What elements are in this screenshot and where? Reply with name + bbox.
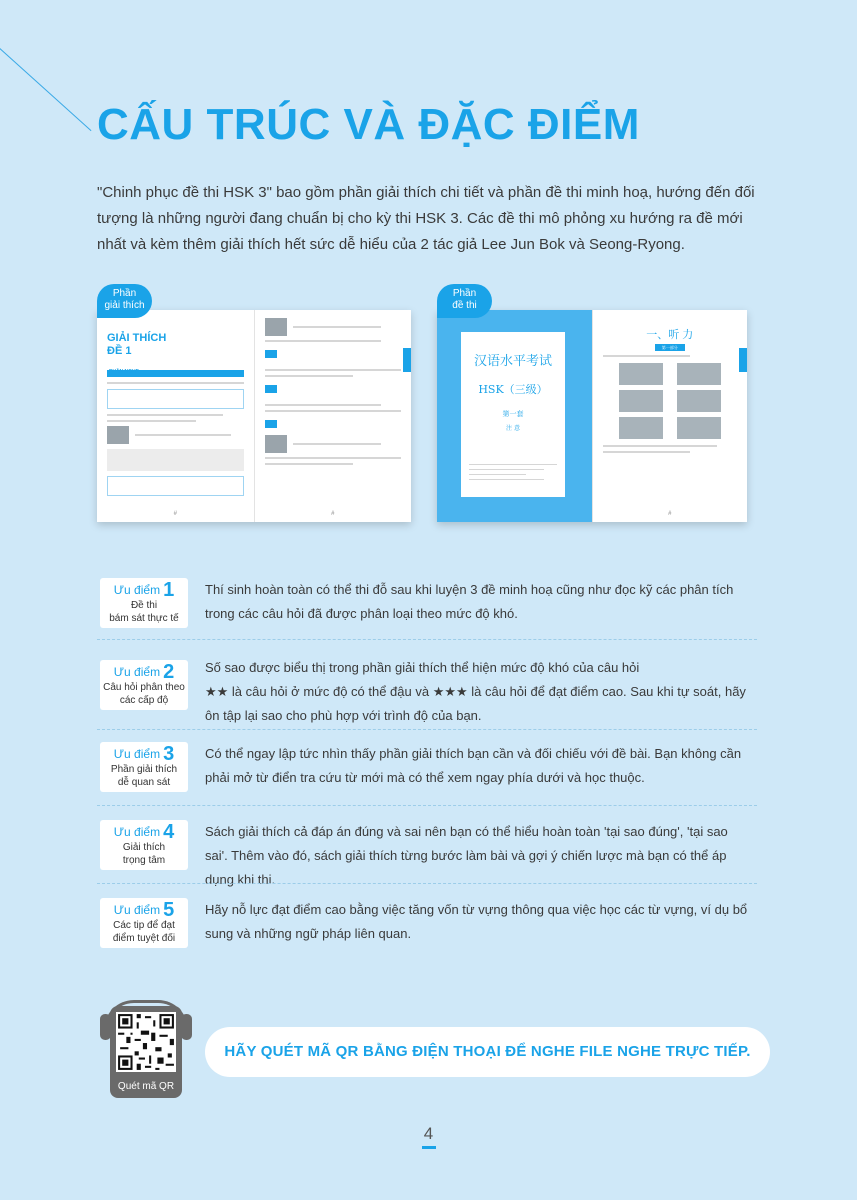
exam-preview	[437, 288, 747, 522]
feature-number: 1	[163, 579, 175, 601]
qr-banner: HÃY QUÉT MÃ QR BẰNG ĐIỆN THOẠI ĐỂ NGHE FILE NGHE TRỰC TIẾP.	[205, 1027, 770, 1077]
divider	[97, 883, 757, 884]
feature-text: Số sao được biểu thị trong phần giải thích thể hiện mức độ khó của câu hỏi ★★ là câu hỏi ở mức độ có thể đậu và ★★★ là câu hỏi để đạt điểm cao. Sau khi tự soát, hãy ôn tập lại sao cho phù hợp với trình độ của bạn.	[205, 660, 746, 723]
qr-headphone-icon[interactable]	[100, 1000, 192, 1100]
exam-spread	[437, 310, 747, 522]
page-title: CẤU TRÚC VÀ ĐẶC ĐIỂM	[97, 100, 640, 149]
feature-number: 3	[163, 743, 175, 765]
feature-text: Hãy nỗ lực đạt điểm cao bằng việc tăng vốn từ vựng thông qua việc học các từ vựng, ví dụ bổ sung và những ngữ pháp liên quan.	[205, 902, 748, 941]
page-number: 4	[423, 1124, 434, 1143]
feature-2	[97, 656, 757, 730]
feature-text: Có thể ngay lập tức nhìn thấy phần giải thích bạn cần và đối chiếu với đề bài. Bạn không cần phải mở từ điển tra cứu từ mới mà có thể xem ngay phía dưới và học thuộc.	[205, 746, 742, 785]
exam-cover-page	[437, 310, 592, 522]
headphone-ear-right	[181, 1014, 192, 1040]
explanation-tag: Phần giải thích	[97, 284, 152, 318]
explanation-left-page: GIẢI THÍCH ĐỀ 1 PHẦN NGHE #	[97, 310, 254, 522]
question-photo	[677, 417, 721, 439]
question-photo	[677, 390, 721, 412]
section-label: PHẦN NGHE	[109, 369, 140, 375]
example-box	[107, 389, 244, 409]
exam-question-page: 一、听 力 第一部分 #	[592, 310, 748, 522]
exam-tag: Phần đề thi	[437, 284, 492, 318]
explanation-right-page: #	[254, 310, 412, 522]
feature-badge: Ưu điểm 4 Giải thích trọng tâm	[100, 820, 188, 870]
feature-5	[97, 898, 757, 954]
feature-badge: Ưu điểm 1 Đề thi bám sát thực tế	[100, 578, 188, 628]
feature-text: Thí sinh hoàn toàn có thể thi đỗ sau khi luyện 3 đề minh hoạ cũng như đọc kỹ các phân tích trong các câu hỏi đã được phân loại theo mức độ khó.	[205, 582, 734, 621]
cover-set: 第一套	[502, 410, 524, 418]
explanation-heading: GIẢI THÍCH ĐỀ 1	[107, 332, 167, 357]
feature-3	[97, 742, 757, 806]
question-photo	[619, 417, 663, 439]
question-photo	[677, 363, 721, 385]
feature-number: 5	[163, 899, 175, 921]
photo-thumbnail	[107, 426, 129, 444]
question-images	[603, 361, 738, 441]
exam-section-title: 一、听 力	[646, 329, 694, 341]
edge-tab	[403, 348, 411, 372]
page-number-underline	[422, 1146, 436, 1149]
exam-section-part: 第一部分	[661, 345, 678, 350]
cover-title: 汉语水平考试	[473, 354, 552, 369]
feature-1	[97, 578, 757, 640]
divider	[97, 729, 757, 730]
qr-code-pattern	[116, 1012, 176, 1072]
cover-level: HSK（三级）	[478, 383, 548, 396]
feature-number: 2	[163, 661, 175, 683]
feature-badge: Ưu điểm 3 Phần giải thích dễ quan sát	[100, 742, 188, 792]
feature-badge: Ưu điểm 2 Câu hỏi phân theo các cấp độ	[100, 660, 188, 710]
cover-note: 注 意	[506, 425, 520, 432]
explanation-preview	[97, 288, 411, 522]
qr-frame	[110, 1006, 182, 1098]
question-photo	[619, 390, 663, 412]
explanation-spread	[97, 310, 411, 522]
divider	[97, 805, 757, 806]
feature-number: 4	[163, 821, 175, 843]
note-box	[107, 449, 244, 471]
divider	[97, 639, 757, 640]
feature-badge: Ưu điểm 5 Các tip để đạt điểm tuyệt đối	[100, 898, 188, 948]
feature-4	[97, 820, 757, 887]
decorative-line	[0, 30, 91, 131]
qr-caption: Quét mã QR	[117, 1081, 175, 1092]
intro-paragraph: "Chinh phục đề thi HSK 3" bao gồm phần giải thích chi tiết và phần đề thi minh hoạ, hướng đến đối tượng là những người đang chuẩn bị cho kỳ thi HSK 3. Các đề thi mô phỏng xu hướng ra đề mới nhất và kèm thêm giải thích hết sức dễ hiểu của 2 tác giả Lee Jun Bok và Seong-Ryong.	[97, 184, 755, 253]
edge-tab	[739, 348, 747, 372]
feature-text: Sách giải thích cả đáp án đúng và sai nên bạn có thể hiểu hoàn toàn 'tại sao đúng', 'tại sao sai'. Thêm vào đó, sách giải thích từng bước làm bài và gợi ý chiến lược mà bạn có thể áp dụng khi thi.	[205, 824, 728, 887]
question-photo	[619, 363, 663, 385]
exam-cover-card	[461, 332, 565, 497]
qr-code[interactable]	[116, 1012, 176, 1072]
